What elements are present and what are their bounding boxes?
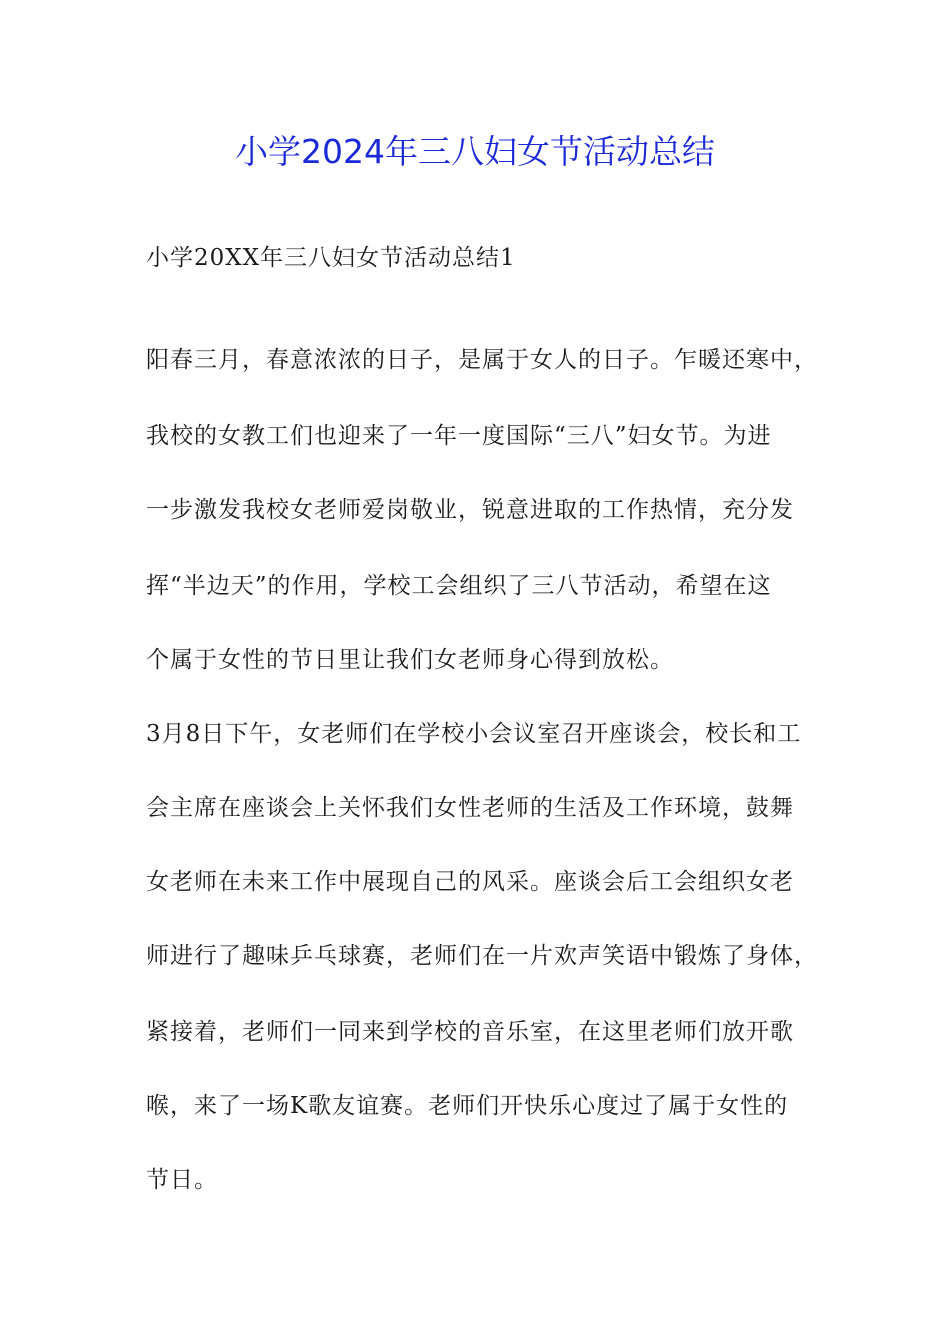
paragraph-2-line-3: 女老师在未来工作中展现自己的风采。座谈会后工会组织女老 <box>146 869 794 895</box>
paragraph-1-line-3: 一步激发我校女老师爱岗敬业，锐意进取的工作热情，充分发 <box>146 497 794 523</box>
paragraph-2-line-7: 节日。 <box>146 1167 218 1193</box>
paragraph-1-line-4: 挥“半边天”的作用，学校工会组织了三八节活动，希望在这 <box>146 573 772 599</box>
paragraph-2-line-5: 紧接着，老师们一同来到学校的音乐室，在这里老师们放开歌 <box>146 1019 794 1045</box>
paragraph-1-line-1: 阳春三月，春意浓浓的日子，是属于女人的日子。乍暖还寒中， <box>146 347 818 373</box>
paragraph-2-line-2: 会主席在座谈会上关怀我们女性老师的生活及工作环境，鼓舞 <box>146 795 794 821</box>
document-title: 小学2024年三八妇女节活动总结 <box>235 132 715 171</box>
paragraph-1-line-2: 我校的女教工们也迎来了一年一度国际“三八”妇女节。为进 <box>146 423 772 449</box>
paragraph-1-line-5: 个属于女性的节日里让我们女老师身心得到放松。 <box>146 647 674 673</box>
paragraph-2-line-4: 师进行了趣味乒乓球赛，老师们在一片欢声笑语中锻炼了身体， <box>146 943 818 969</box>
section-heading: 小学20XX年三八妇女节活动总结1 <box>146 245 516 271</box>
paragraph-2-line-1: 3月8日下午，女老师们在学校小会议室召开座谈会，校长和工 <box>146 721 802 747</box>
paragraph-2-line-6: 喉，来了一场K歌友谊赛。老师们开快乐心度过了属于女性的 <box>146 1093 789 1119</box>
